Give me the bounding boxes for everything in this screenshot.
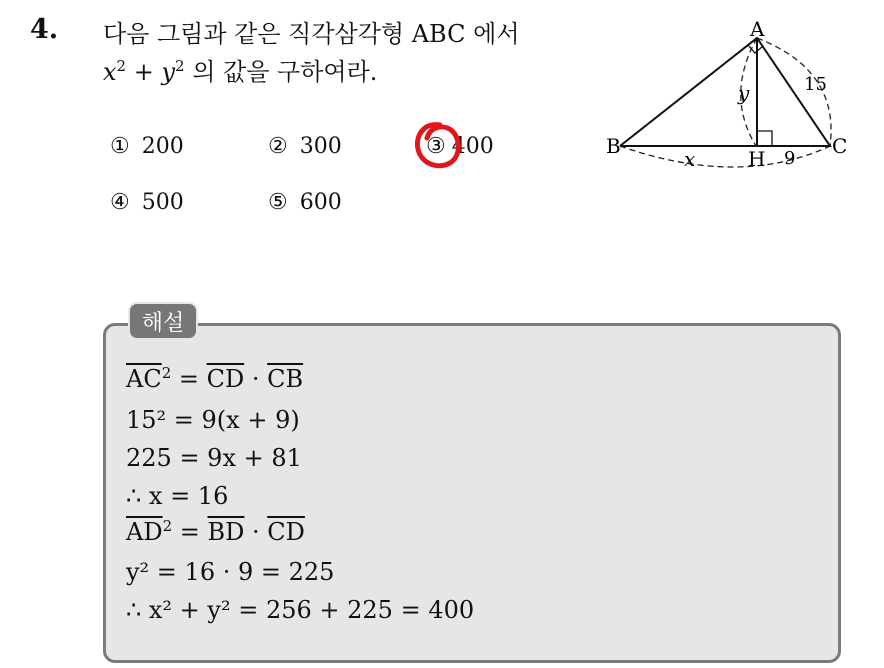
solution-line-5: $\overline{AD}^2 = \overline{BD} \cdot \overline{CD}$ — [126, 517, 305, 546]
choice-2-mark: ② — [268, 134, 288, 159]
choice-4[interactable] — [110, 190, 184, 215]
label-15: 15 — [804, 74, 827, 95]
right-angle-h — [757, 131, 772, 146]
label-x: x — [684, 147, 696, 170]
label-a: A — [750, 20, 765, 41]
answer-circle-mark — [410, 118, 466, 174]
bottom-dashed-arc — [620, 146, 830, 167]
solution-tag: 해설 — [128, 302, 198, 340]
label-y: y — [738, 81, 750, 105]
question-number: 4. — [30, 14, 59, 45]
choice-5-value: 600 — [299, 190, 342, 215]
label-b: B — [606, 134, 621, 158]
question-text-line1: 다음 그림과 같은 직각삼각형 ABC 에서 — [103, 20, 520, 48]
choice-2[interactable] — [268, 134, 342, 159]
choice-2-value: 300 — [299, 134, 342, 159]
solution-line-7: ∴ x² + y² = 256 + 225 = 400 — [126, 596, 475, 624]
choice-1[interactable] — [110, 134, 184, 159]
question-text-line2: $x^2 + y^2$ 의 값을 구하여라. — [103, 57, 378, 86]
solution-line-3: 225 = 9x + 81 — [126, 444, 302, 472]
label-h: H — [748, 147, 766, 170]
choice-1-mark: ① — [110, 134, 130, 159]
solution-line-6: y² = 16 · 9 = 225 — [126, 558, 335, 586]
answer-circle-stroke — [417, 125, 458, 166]
choice-3-mark: ③ — [426, 134, 446, 159]
label-9: 9 — [784, 148, 796, 169]
solution-line-4: ∴ x = 16 — [126, 482, 229, 510]
solution-line-2: 15² = 9(x + 9) — [126, 406, 300, 434]
label-c: C — [832, 134, 848, 158]
choice-3-value: 400 — [451, 134, 494, 159]
triangle-figure — [600, 20, 860, 170]
choice-5[interactable] — [268, 190, 342, 215]
choice-1-value: 200 — [141, 134, 184, 159]
choice-4-mark: ④ — [110, 190, 130, 215]
triangle-abc — [620, 38, 830, 146]
solution-line-1: $\overline{AC}^2 = \overline{CD} \cdot \overline{CB}$ — [126, 364, 304, 393]
choice-4-value: 500 — [141, 190, 184, 215]
question-text-suffix: 의 값을 구하여라. — [192, 58, 378, 86]
choice-5-mark: ⑤ — [268, 190, 288, 215]
